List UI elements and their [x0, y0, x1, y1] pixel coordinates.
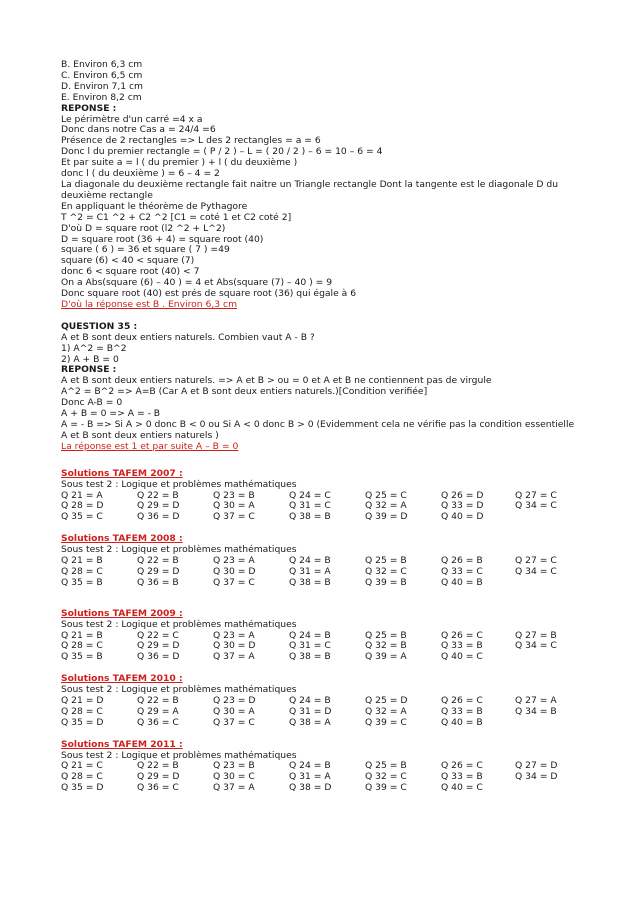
answer-cell: Q 24 = B [289, 694, 331, 706]
explanation-line: Donc l du premier rectangle = ( P / 2 ) – L = ( 20 / 2 ) – 6 = 10 – 6 = 4 [61, 146, 383, 158]
question-line: 2) A + B = 0 [61, 353, 119, 365]
answer-cell: Q 26 = C [441, 694, 483, 706]
question-line: A et B sont deux entiers naturels. Combien vaut A - B ? [61, 331, 315, 343]
answer-cell: Q 30 = A [213, 500, 255, 512]
explanation-line: A + B = 0 => A = - B [61, 408, 161, 420]
answer-cell: Q 21 = D [61, 694, 104, 706]
explanation-line: T ^2 = C1 ^2 + C2 ^2 [C1 = coté 1 et C2 coté 2] [61, 211, 292, 223]
answer-row [61, 718, 581, 729]
answer-cell: Q 38 = B [289, 651, 331, 663]
solutions-2007 [61, 469, 581, 523]
answer-cell: Q 35 = B [61, 651, 103, 663]
answer-cell: Q 36 = C [137, 782, 179, 794]
option-d: D. Environ 7,1 cm [61, 80, 144, 92]
answer-cell: Q 30 = D [213, 640, 256, 652]
answer-cell: Q 38 = B [289, 511, 331, 523]
explanation-line: Donc square root (40) est prés de square root (36) qui égale à 6 [61, 288, 357, 300]
answer-cell: Q 29 = D [137, 565, 180, 577]
solutions-title: Solutions TAFEM 2011 : [61, 738, 183, 750]
answer-cell: Q 29 = D [137, 500, 180, 512]
answer-cell: Q 37 = A [213, 782, 255, 794]
option-b: B. Environ 6,3 cm [61, 59, 143, 70]
solutions-title: Solutions TAFEM 2008 : [61, 533, 183, 545]
answer-cell: Q 38 = A [289, 716, 331, 728]
answer-cell: Q 25 = C [365, 489, 407, 501]
answer-cell: Q 32 = C [365, 565, 407, 577]
explanation-line: En appliquant le théorème de Pythagore [61, 200, 248, 212]
answer-cell: Q 28 = D [61, 500, 104, 512]
answer-cell: Q 35 = B [61, 576, 103, 588]
answer-cell: Q 36 = B [137, 576, 179, 588]
answer-cell: Q 21 = B [61, 629, 103, 641]
q35-reponse-label: REPONSE : [61, 364, 117, 376]
answer-cell: Q 28 = C [61, 705, 103, 717]
q34-explanation [61, 115, 581, 300]
answer-cell: Q 23 = A [213, 629, 255, 641]
explanation-line: Donc A-B = 0 [61, 397, 123, 409]
answer-cell: Q 37 = C [213, 511, 255, 523]
answer-cell: Q 24 = B [289, 629, 331, 641]
explanation-line: A^2 = B^2 => A=B (Car A et B sont deux entiers naturels.)[Condition verifiée] [61, 386, 428, 398]
explanation-line: Donc dans notre Cas a = 24/4 =6 [61, 124, 216, 136]
answer-cell: Q 39 = C [365, 782, 407, 794]
answer-cell: Q 21 = B [61, 555, 103, 567]
answer-cell: Q 31 = A [289, 565, 331, 577]
answer-cell: Q 33 = B [441, 705, 483, 717]
answer-cell: Q 33 = D [441, 500, 484, 512]
answer-cell: Q 31 = D [289, 705, 332, 717]
answer-cell: Q 33 = C [441, 565, 483, 577]
answer-cell: Q 36 = D [137, 511, 180, 523]
answer-cell: Q 27 = B [515, 629, 557, 641]
q35-title: QUESTION 35 : [61, 320, 138, 332]
answer-cell: Q 34 = D [515, 771, 558, 783]
answer-cell: Q 39 = D [365, 511, 408, 523]
answer-cell: Q 29 = D [137, 640, 180, 652]
solutions-2008 [61, 534, 581, 588]
explanation-line: donc l ( du deuxième ) = 6 – 4 = 2 [61, 168, 220, 180]
question-line: 1) A^2 = B^2 [61, 342, 127, 354]
explanation-line: square (6) < 40 < square (7) [61, 255, 195, 267]
q35-explanation [61, 376, 581, 441]
q34-reponse-label: REPONSE : [61, 102, 117, 114]
solutions-title: Solutions TAFEM 2009 : [61, 607, 183, 619]
answer-cell: Q 31 = C [289, 500, 331, 512]
answer-cell: Q 34 = C [515, 565, 557, 577]
answer-row [61, 783, 581, 794]
answer-cell: Q 34 = C [515, 640, 557, 652]
answer-cell: Q 31 = A [289, 771, 331, 783]
answer-cell: Q 25 = D [365, 694, 408, 706]
answer-cell: Q 24 = B [289, 760, 331, 772]
answer-cell: Q 26 = B [441, 555, 483, 567]
answer-cell: Q 21 = C [61, 760, 103, 772]
answer-cell: Q 24 = B [289, 555, 331, 567]
document-page [61, 60, 581, 794]
answer-cell: Q 28 = C [61, 771, 103, 783]
solutions-subtitle: Sous test 2 : Logique et problèmes mathématiques [61, 684, 297, 696]
explanation-line: Le périmètre d'un carré =4 x a [61, 113, 203, 125]
answer-cell: Q 22 = C [137, 629, 179, 641]
answer-cell: Q 36 = D [137, 651, 180, 663]
answer-cell: Q 35 = C [61, 511, 103, 523]
answer-cell: Q 37 = C [213, 716, 255, 728]
answer-cell: Q 26 = C [441, 760, 483, 772]
explanation-line: On a Abs(square (6) – 40 ) = 4 et Abs(square (7) – 40 ) = 9 [61, 277, 333, 289]
explanation-line: Et par suite a = l ( du premier ) + l ( du deuxième ) [61, 157, 298, 169]
option-e: E. Environ 8,2 cm [61, 91, 142, 103]
answer-cell: Q 30 = C [213, 771, 255, 783]
answer-cell: Q 32 = A [365, 705, 407, 717]
answer-cell: Q 40 = B [441, 716, 483, 728]
answer-row [61, 578, 581, 589]
answer-cell: Q 37 = A [213, 651, 255, 663]
explanation-line: A et B sont deux entiers naturels. => A et B > ou = 0 et A et B ne contiennent pas de virgule [61, 375, 492, 387]
explanation-line: D'où D = square root (l2 ^2 + L^2) [61, 222, 226, 234]
answer-cell: Q 27 = A [515, 694, 557, 706]
answer-cell: Q 22 = B [137, 489, 179, 501]
answer-cell: Q 35 = D [61, 716, 104, 728]
answer-row [61, 652, 581, 663]
answer-cell: Q 24 = C [289, 489, 331, 501]
explanation-line: D = square root (36 + 4) = square root (40) [61, 233, 264, 245]
answer-cell: Q 23 = A [213, 555, 255, 567]
answer-cell: Q 26 = D [441, 489, 484, 501]
answer-cell: Q 27 = C [515, 555, 557, 567]
answer-cell: Q 23 = B [213, 760, 255, 772]
solutions-subtitle: Sous test 2 : Logique et problèmes mathématiques [61, 544, 297, 556]
q35-answer: La réponse est 1 et par suite A – B = 0 [61, 440, 239, 452]
explanation-line: square ( 6 ) = 36 et square ( 7 ) =49 [61, 244, 230, 256]
solutions-subtitle: Sous test 2 : Logique et problèmes mathématiques [61, 618, 297, 630]
answer-cell: Q 38 = D [289, 782, 332, 794]
answer-cell: Q 39 = B [365, 576, 407, 588]
answer-cell: Q 40 = C [441, 651, 483, 663]
q35-question [61, 333, 581, 366]
solutions-2011 [61, 740, 581, 794]
answer-cell: Q 36 = C [137, 716, 179, 728]
option-c: C. Environ 6,5 cm [61, 69, 143, 81]
answer-cell: Q 25 = B [365, 629, 407, 641]
answer-cell: Q 37 = C [213, 576, 255, 588]
answer-cell: Q 32 = B [365, 640, 407, 652]
solutions-subtitle: Sous test 2 : Logique et problèmes mathématiques [61, 749, 297, 761]
q34-answer: D'où la réponse est B . Environ 6,3 cm [61, 298, 238, 310]
solutions-2010 [61, 674, 581, 728]
answer-cell: Q 22 = B [137, 555, 179, 567]
explanation-line: Présence de 2 rectangles => L des 2 rectangles = a = 6 [61, 135, 321, 147]
answer-cell: Q 33 = B [441, 771, 483, 783]
answer-cell: Q 29 = A [137, 705, 179, 717]
answer-cell: Q 34 = B [515, 705, 557, 717]
answer-cell: Q 27 = D [515, 760, 558, 772]
answer-cell: Q 26 = C [441, 629, 483, 641]
answer-cell: Q 30 = D [213, 565, 256, 577]
answer-cell: Q 33 = B [441, 640, 483, 652]
answer-cell: Q 21 = A [61, 489, 103, 501]
answer-cell: Q 32 = A [365, 500, 407, 512]
solutions-title: Solutions TAFEM 2010 : [61, 673, 183, 685]
answer-cell: Q 25 = B [365, 760, 407, 772]
answer-cell: Q 23 = B [213, 489, 255, 501]
answer-cell: Q 35 = D [61, 782, 104, 794]
answer-cell: Q 39 = C [365, 716, 407, 728]
answer-cell: Q 32 = C [365, 771, 407, 783]
explanation-line: La diagonale du deuxième rectangle fait naitre un Triangle rectangle Dont la tangente est le diagonale D du deuxième rectangle [61, 178, 559, 201]
answer-cell: Q 39 = A [365, 651, 407, 663]
answer-cell: Q 22 = B [137, 694, 179, 706]
solutions-2009 [61, 609, 581, 663]
answer-row [61, 512, 581, 523]
answer-cell: Q 29 = D [137, 771, 180, 783]
explanation-line: donc 6 < square root (40) < 7 [61, 266, 200, 278]
answer-cell: Q 40 = D [441, 511, 484, 523]
answer-cell: Q 27 = C [515, 489, 557, 501]
q34-options [61, 60, 581, 104]
answer-cell: Q 38 = B [289, 576, 331, 588]
answer-cell: Q 30 = A [213, 705, 255, 717]
answer-cell: Q 34 = C [515, 500, 557, 512]
solutions-title: Solutions TAFEM 2007 : [61, 467, 183, 479]
answer-cell: Q 40 = B [441, 576, 483, 588]
answer-cell: Q 31 = C [289, 640, 331, 652]
explanation-line: A = - B => Si A > 0 donc B < 0 ou Si A < 0 donc B > 0 (Evidemment cela ne vérifie pas la condition essentielle A et B sont deux entiers naturels ) [61, 419, 575, 441]
answer-cell: Q 22 = B [137, 760, 179, 772]
answer-cell: Q 25 = B [365, 555, 407, 567]
answer-cell: Q 40 = C [441, 782, 483, 794]
answer-cell: Q 28 = C [61, 565, 103, 577]
answer-cell: Q 28 = C [61, 640, 103, 652]
solutions-subtitle: Sous test 2 : Logique et problèmes mathématiques [61, 478, 297, 490]
answer-cell: Q 23 = D [213, 694, 256, 706]
